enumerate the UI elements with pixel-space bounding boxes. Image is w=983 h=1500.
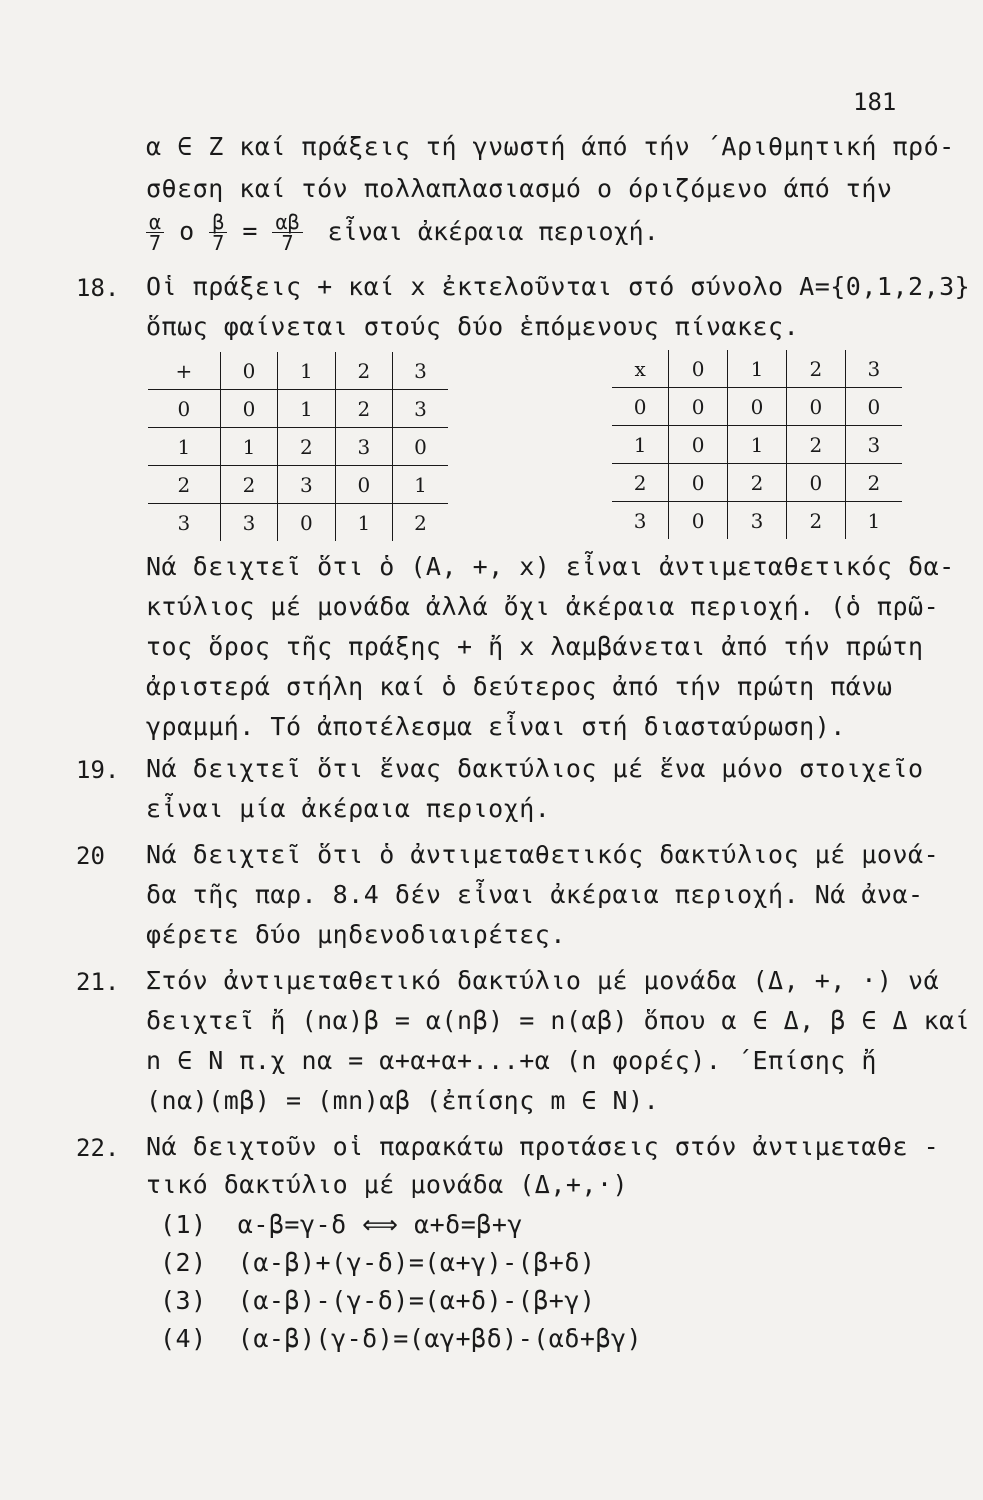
table-cell: 0 (669, 388, 728, 426)
fraction-beta (209, 212, 227, 253)
table-cell: 1 (393, 466, 448, 504)
exercise-22-item-2 (160, 1248, 595, 1277)
exercise-20-line-1: Νά δειχτεῖ ὅτι ὁ ἀντιμεταθετικός δακτύλιος μέ μονά- (146, 840, 940, 869)
exercise-22-number: 22. (76, 1134, 120, 1162)
table-cell: 2 (612, 464, 669, 502)
table-cell: 0 (393, 428, 448, 466)
exercise-20-number: 20 (76, 842, 105, 870)
table-row (612, 464, 902, 502)
table-cell: 0 (728, 388, 787, 426)
exercise-18-number: 18. (76, 274, 120, 302)
table-row (148, 466, 448, 504)
item-text: (α-β)(γ-δ)=(αγ+βδ)-(αδ+βγ) (237, 1324, 643, 1353)
table-cell: + (175, 358, 193, 383)
exercise-18-text-4: ἀριστερά στήλη καί ὁ δεύτερος ἀπό τήν πρώτη πάνω (146, 672, 893, 701)
item-label: (2) (160, 1248, 207, 1277)
table-cell: 0 (669, 426, 728, 464)
exercise-18-line-2: ὅπως φαίνεται στούς δύο ἑπόμενους πίνακες. (146, 312, 800, 341)
exercise-22-line-2: τικό δακτύλιο μέ μονάδα (Δ,+,·) (146, 1170, 629, 1199)
table-cell: 2 (786, 426, 845, 464)
exercise-21-line-4: (nα)(mβ) = (mn)αβ (ἐπίσης m ∈ N). (146, 1086, 660, 1115)
fraction-denominator: 7 (149, 231, 162, 255)
addition-table (148, 352, 448, 541)
table-cell: 3 (728, 502, 787, 540)
table-cell: 3 (278, 466, 335, 504)
exercise-18-text-1: Νά δειχτεῖ ὅτι ὁ (A, +, x) εἶναι ἀντιμεταθετικός δα- (146, 552, 955, 581)
table-cell: 3 (393, 352, 448, 390)
exercise-18-text-5: γραμμή. Τό ἀποτέλεσμα εἶναι στή διασταύρωση). (146, 712, 846, 741)
table-cell: 1 (728, 426, 787, 464)
table-row (612, 426, 902, 464)
table-cell: 3 (148, 504, 220, 542)
table-cell: 3 (393, 390, 448, 428)
exercise-21-line-1: Στόν ἀντιμεταθετικό δακτύλιο μέ μονάδα (Δ, +, ·) νά (146, 966, 940, 995)
table-cell: 0 (669, 350, 728, 388)
exercise-20-line-2: δα τῆς παρ. 8.4 δέν εἶναι ἀκέραια περιοχή. Νά ἀνα- (146, 880, 924, 909)
fraction-equation (146, 212, 659, 253)
table-cell: 2 (335, 390, 392, 428)
item-text: α-β=γ-δ ⟺ α+δ=β+γ (237, 1210, 523, 1239)
table-cell: 0 (612, 388, 669, 426)
fraction-numerator: αβ (272, 212, 302, 233)
table-row (148, 390, 448, 428)
exercise-21-number: 21. (76, 968, 120, 996)
table-cell: 0 (335, 466, 392, 504)
table-cell: 2 (393, 504, 448, 542)
item-label: (4) (160, 1324, 207, 1353)
item-label: (1) (160, 1210, 207, 1239)
fraction-numerator: α (146, 212, 164, 233)
item-text: (α-β)+(γ-δ)=(α+γ)-(β+δ) (237, 1248, 596, 1277)
table-row (148, 428, 448, 466)
table-cell: 2 (728, 464, 787, 502)
intro-line-3-text: εἶναι ἀκέραια περιοχή. (327, 216, 659, 246)
table-cell: 2 (148, 466, 220, 504)
exercise-22-line-1: Νά δειχτοῦν οἱ παρακάτω προτάσεις στόν ἀντιμεταθε - (146, 1132, 940, 1161)
fraction-denominator: 7 (281, 231, 294, 255)
table-cell: 0 (669, 502, 728, 540)
table-cell: 2 (786, 350, 845, 388)
table-cell: 1 (335, 504, 392, 542)
table-cell: 1 (220, 428, 277, 466)
exercise-22-item-1 (160, 1210, 523, 1239)
table-cell: 2 (335, 352, 392, 390)
table-cell: 1 (845, 502, 902, 540)
table-cell: 1 (278, 352, 335, 390)
fraction-denominator: 7 (212, 231, 225, 255)
table-cell: 2 (220, 466, 277, 504)
table-row (148, 504, 448, 542)
equals-sign: = (242, 216, 258, 246)
table-cell: 2 (845, 464, 902, 502)
table-cell: 0 (845, 388, 902, 426)
exercise-21-line-3: n ∈ N π.χ nα = α+α+α+...+α (n φορές). ΄Επίσης ἤ (146, 1046, 877, 1075)
page-number: 181 (853, 88, 897, 116)
table-cell: 0 (786, 464, 845, 502)
table-cell: 0 (148, 390, 220, 428)
table-row (148, 352, 448, 390)
table-cell: 3 (220, 504, 277, 542)
table-cell: 0 (786, 388, 845, 426)
exercise-22-item-4 (160, 1324, 642, 1353)
intro-line-2: σθεση καί τόν πολλαπλασιασμό ο όριζόμενο άπό τήν (146, 174, 893, 203)
table-cell: 1 (728, 350, 787, 388)
exercise-18-text-3: τος ὅρος τῆς πράξης + ἤ x λαμβάνεται ἀπό τήν πρώτη (146, 632, 924, 661)
table-cell: 3 (845, 426, 902, 464)
item-label: (3) (160, 1286, 207, 1315)
table-row (612, 502, 902, 540)
table-cell: 3 (845, 350, 902, 388)
table-cell: x (634, 356, 646, 381)
item-text: (α-β)-(γ-δ)=(α+δ)-(β+γ) (237, 1286, 596, 1315)
exercise-19-number: 19. (76, 756, 120, 784)
exercise-19-line-1: Νά δειχτεῖ ὅτι ἕνας δακτύλιος μέ ἕνα μόνο στοιχεῖο (146, 754, 924, 783)
fraction-alpha-beta (272, 212, 302, 253)
table-cell: 0 (278, 504, 335, 542)
exercise-21-line-2: δειχτεῖ ἤ (nα)β = α(nβ) = n(αβ) ὅπου α ∈ Δ, β ∈ Δ καί (146, 1006, 971, 1035)
exercise-18-line-1: Οἱ πράξεις + καί x ἐκτελοῦνται στό σύνολο A={0,1,2,3} (146, 272, 971, 301)
fraction-numerator: β (209, 212, 227, 233)
table-cell: 2 (278, 428, 335, 466)
table-row (612, 388, 902, 426)
table-cell: 1 (278, 390, 335, 428)
table-cell: 2 (786, 502, 845, 540)
table-cell: 1 (148, 428, 220, 466)
fraction-alpha (146, 212, 164, 253)
exercise-19-line-2: εἶναι μία ἀκέραια περιοχή. (146, 794, 551, 823)
table-cell: 3 (335, 428, 392, 466)
exercise-20-line-3: φέρετε δύο μηδενοδιαιρέτες. (146, 920, 566, 949)
operator-symbol: ο (179, 216, 195, 246)
multiplication-table (612, 350, 902, 539)
table-cell: 0 (669, 464, 728, 502)
table-cell: 1 (612, 426, 669, 464)
exercise-18-text-2: κτύλιος μέ μονάδα ἀλλά ὄχι ἀκέραια περιοχή. (ὁ πρῶ- (146, 592, 940, 621)
exercise-22-item-3 (160, 1286, 595, 1315)
table-cell: 0 (220, 390, 277, 428)
intro-line-1: α ∈ Z καί πράξεις τή γνωστή άπό τήν ΄Αριθμητική πρό- (146, 132, 955, 161)
table-cell: 3 (612, 502, 669, 540)
table-cell: 0 (220, 352, 277, 390)
table-row (612, 350, 902, 388)
